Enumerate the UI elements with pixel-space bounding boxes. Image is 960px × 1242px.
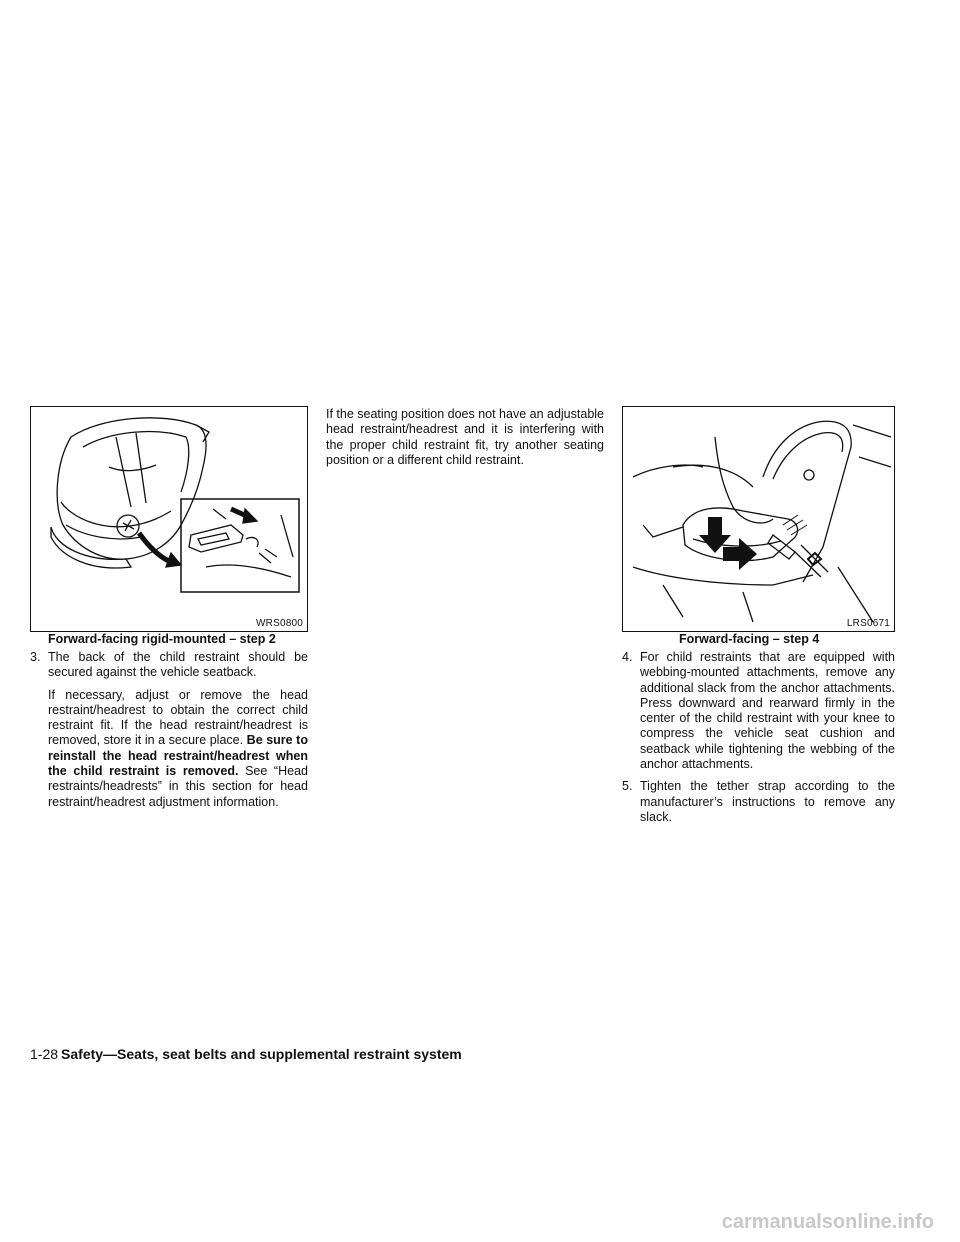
section-title: Safety—Seats, seat belts and supplemental restraint system (61, 1046, 462, 1062)
step-text: For child restraints that are equipped with webbing-mounted attachments, remove any additional slack from the anchor attachments. Press downward and rearward firmly in the center of the child restraint with your knee to compress the vehicle seat cushion and seatback while tightening the webbing of the anchor attachments. (640, 650, 895, 772)
figure-forward-facing (622, 406, 895, 632)
paragraph-text: If necessary, adjust or remove the head restraint/headrest to obtain the correct child restraint fit. If the head restraint/headrest is removed, store it in a secure place. (48, 687, 308, 748)
step-number: 4. (622, 650, 633, 664)
left-column-text (30, 650, 308, 810)
watermark: carmanualsonline.info (721, 1211, 934, 1233)
head-restraint-paragraph (30, 688, 308, 810)
step-text: The back of the child restraint should be secured against the vehicle seatback. (48, 650, 308, 680)
step-5 (622, 779, 895, 825)
cross-reference-text: See “Head restraints/headrests” in this section for head restraint/headrest adjustment information. (48, 764, 308, 809)
page-number: 1-28 (30, 1046, 59, 1062)
figure-rigid-mounted (30, 406, 308, 632)
right-column-text (622, 650, 895, 832)
step-4 (622, 650, 895, 772)
figure-caption: Forward-facing – step 4 (679, 632, 820, 646)
step-number: 5. (622, 779, 633, 794)
figure-code: WRS0800 (256, 618, 303, 629)
seat-press-illustration (623, 407, 894, 631)
step-number: 3. (30, 650, 41, 664)
middle-column-text: If the seating position does not have an adjustable head restraint/headrest and it is interfering with the proper child restraint fit, try another seating position or a different child restraint. (326, 407, 604, 467)
step-text: Tighten the tether strap according to the manufacturer’s instructions to remove any slack. (640, 779, 895, 824)
step-3 (30, 650, 308, 681)
warning-text: Be sure to reinstall the head restraint/headrest when the child restraint is removed. (48, 733, 308, 779)
figure-caption: Forward-facing rigid-mounted – step 2 (48, 632, 276, 646)
child-seat-illustration (31, 407, 307, 631)
page-footer (30, 1046, 462, 1062)
figure-code: LRS0671 (846, 618, 890, 629)
